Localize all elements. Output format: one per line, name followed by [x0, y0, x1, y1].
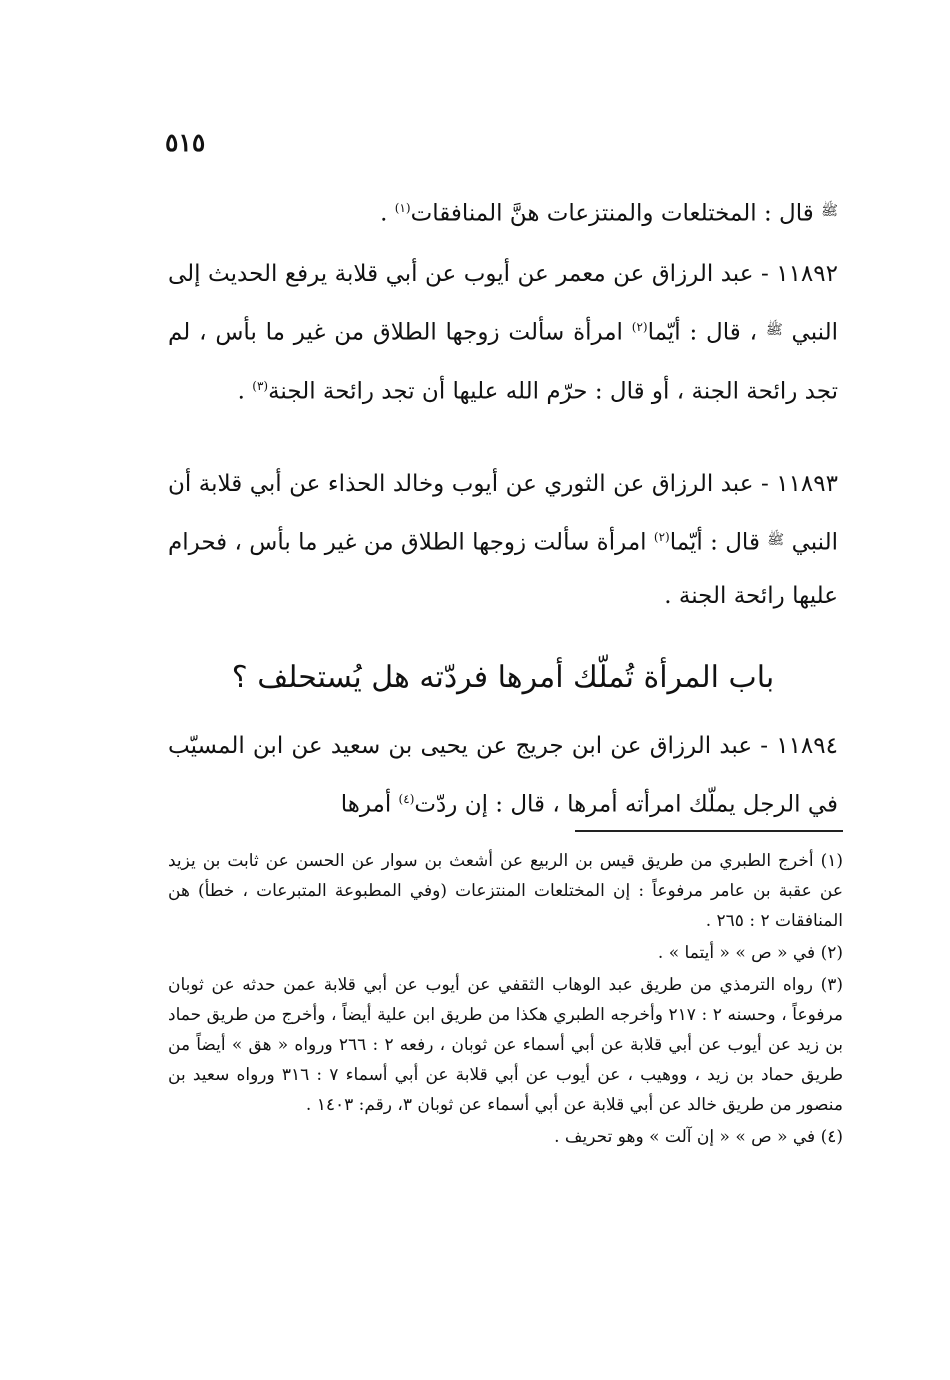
hadith-11892-text-b: ، قال : أيّما [647, 319, 757, 346]
footnote-ref-3: (٣) [252, 378, 269, 393]
footnote-ref-1: (١) [394, 201, 411, 215]
hadith-11892 [168, 248, 838, 418]
hadith-11892-end: . [237, 378, 253, 405]
page-number: ٥١٥ [165, 128, 206, 157]
hadith-11894 [168, 720, 838, 832]
footnote-2: (٢) في « ص » « أيتما » . [657, 943, 843, 963]
hadith-11894-text-b: أمرها [340, 791, 392, 818]
hadith-11893 [168, 458, 838, 623]
salla-glyph: ﷺ [765, 321, 783, 338]
salla-glyph: ﷺ [767, 531, 785, 548]
paragraph-1 [168, 182, 838, 241]
footnote-4: (٤) في « ص » « إن آلت » وهو تحريف . [554, 1127, 843, 1147]
footnote-3: (٣) رواه الترمذي من طريق عبد الوهاب الثقفي عن أيوب عن أبي قلابة عمن حدثه عن ثوبان مرفوعاً ، وحسنه ٢ : ٢١٧ وأخرجه الطبري هكذا من طريق ابن علية أيضاً ، وأخرج من طريق حماد بن زيد عن أيوب عن أبي قلابة عن أبي أسماء عن ثوبان ، رفعه ٢ : ٢٦٦ ورواه « هق » أيضاً من طريق حماد بن زيد ، ووهيب ، عن أيوب عن أبي قلابة عن أبي أسماء ٧ : ٣١٦ ورواه سعيد بن منصور من طريق خالد عن أبي قلابة عن أبي أسماء عن ثوبان ٣، رقم: ١٤٠٣ . [168, 975, 843, 1115]
paragraph-1-text: قال : المختلعات والمنتزعات هنَّ المنافقات [410, 200, 814, 227]
hadith-11893-text-a: ١١٨٩٣ - عبد الرزاق عن الثوري عن أيوب وخالد الحذاء عن أبي قلابة أن النبي [168, 471, 839, 556]
footnote-ref-2: (٢) [631, 320, 648, 334]
salla-glyph: ﷺ [821, 202, 838, 219]
chapter-heading: باب المرأة تُملّك أمرها فردّته هل يُستحلف ؟ [231, 660, 775, 695]
hadith-11892-text-c: امرأة سألت زوجها الطلاق من غير ما بأس ، لم تجد رائحة الجنة ، أو قال : حرّم الله عليها أن تجد رائحة الجنة [168, 319, 838, 405]
footnote-ref-2b: (٢) [653, 530, 670, 544]
footnote-1: (١) أخرج الطبري من طريق قيس بن الربيع عن أشعث بن سوار عن الحسن عن ثابت بن يزيد عن عقبة بن عامر مرفوعاً : إن المختلعات المنتزعات (وفي المطبوعة المتبرعات ، خطأ) هن المنافقات ٢ : ٢٦٥ . [168, 851, 843, 931]
hadith-11894-text-a: ١١٨٩٤ - عبد الرزاق عن ابن جريج عن يحيى بن سعيد عن ابن المسيّب في الرجل يملّك امرأته أمرها ، قال : إن ردّت [168, 733, 838, 818]
footnote-divider [575, 830, 843, 832]
footnote-ref-4: (٤) [398, 792, 415, 806]
paragraph-1-end: . [380, 200, 395, 227]
hadith-11893-text-c: امرأة سألت زوجها الطلاق من غير ما بأس ، فحرام عليها رائحة الجنة . [168, 529, 838, 609]
hadith-11893-text-b: قال : أيّما [669, 529, 760, 556]
footnotes [168, 846, 843, 1154]
hadith-11892-text-a: ١١٨٩٢ - عبد الرزاق عن معمر عن أيوب عن أبي قلابة يرفع الحديث إلى النبي [168, 261, 838, 346]
